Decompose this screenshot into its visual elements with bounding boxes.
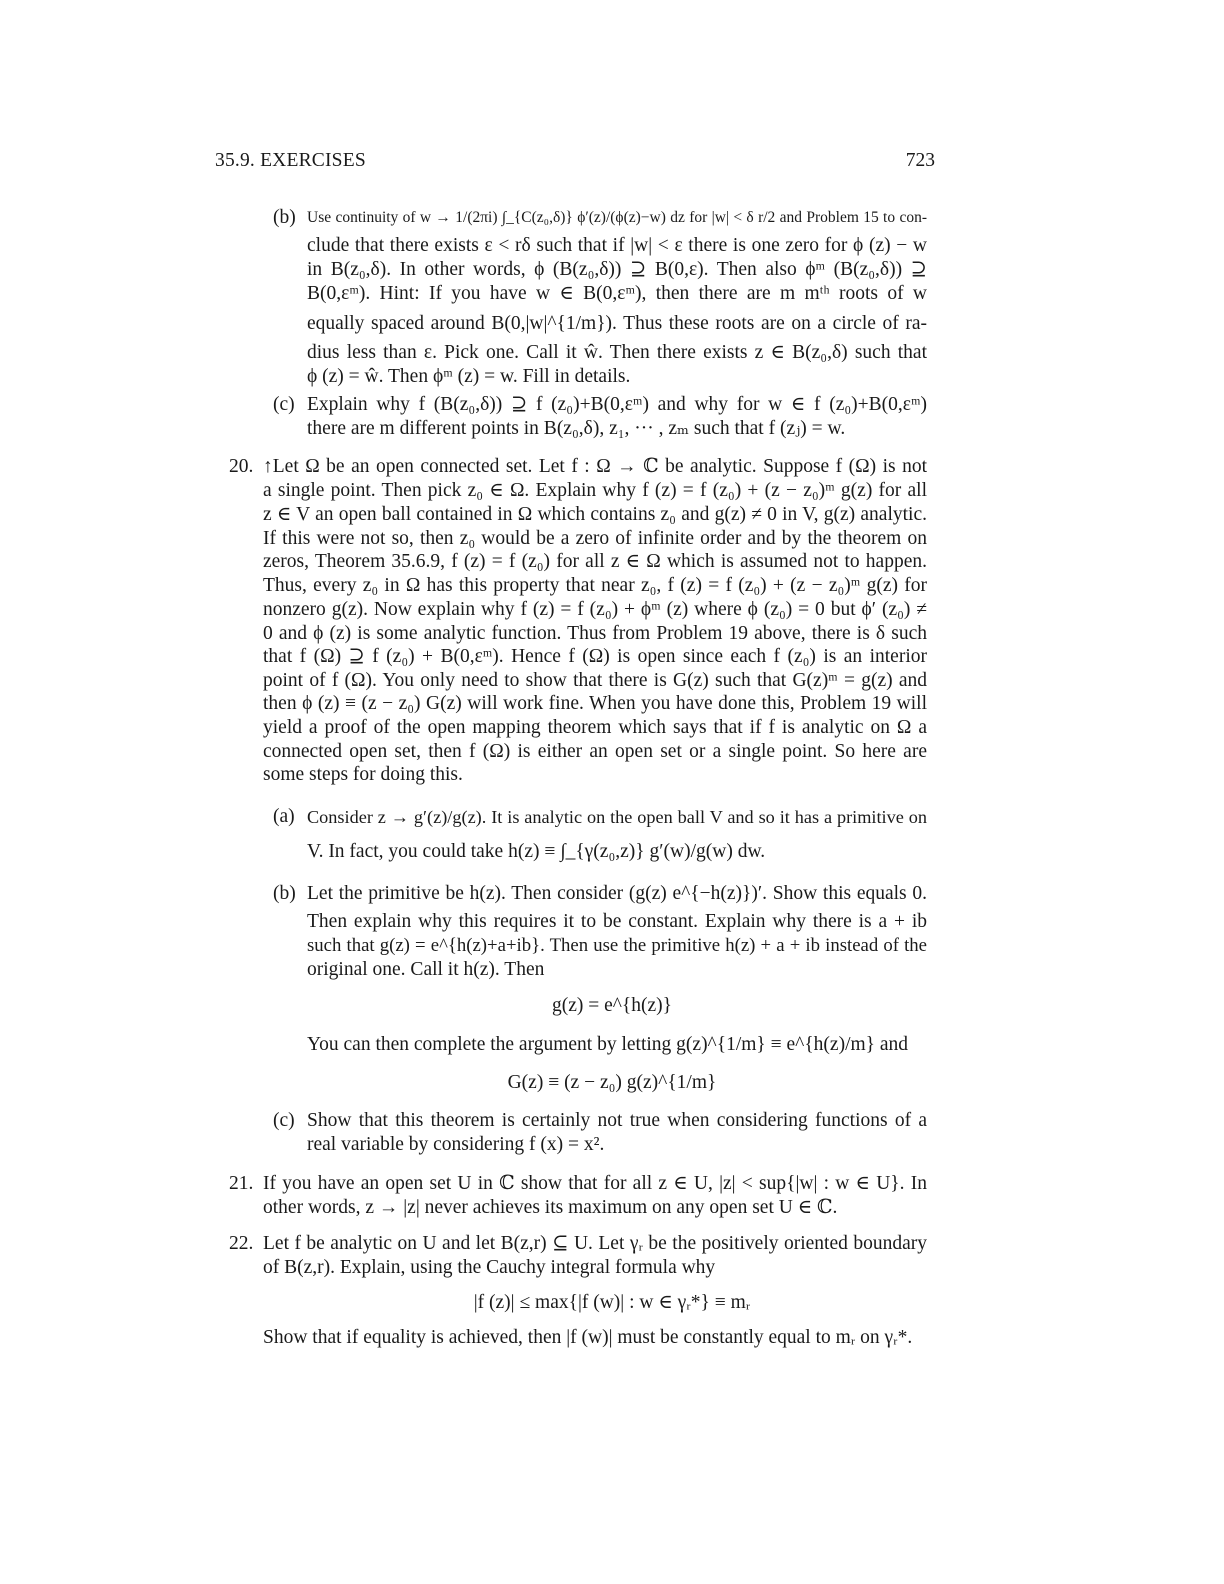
text-line: z ∈ V an open ball contained in Ω which contains z₀ and g(z) ≠ 0 in V, g(z) analytic. [263,504,927,525]
text-line: ϕ (z) = ŵ. Then ϕᵐ (z) = w. Fill in details. [307,366,631,387]
text-line: Consider z → g′(z)/g(z). It is analytic on the open ball V and so it has a primitive on [307,807,927,827]
text-line: in B(z₀,δ). In other words, ϕ (B(z₀,δ)) ⊇ B(0,ε). Then also ϕᵐ (B(z₀,δ)) ⊇ [307,259,927,280]
text-line: connected open set, then f (Ω) is either an open set or a single point. So here are [263,741,927,762]
text-line: nonzero g(z). Now explain why f (z) = f (z₀) + ϕᵐ (z) where ϕ (z₀) = 0 but ϕ′ (z₀) ≠ [263,599,927,620]
problem-number: 22. [229,1233,254,1254]
part-label: (b) [273,207,296,228]
text-line: B(0,εᵐ). Hint: If you have w ∈ B(0,εᵐ), then there are m mᵗʰ roots of w [307,283,927,304]
text-line: V. In fact, you could take h(z) ≡ ∫_{γ(z₀,z)} g′(w)/g(w) dw. [307,841,766,862]
text-line: real variable by considering f (x) = x². [307,1134,605,1155]
text-line: equally spaced around B(0,|w|^{1/m}). Thus these roots are on a circle of ra- [307,313,927,334]
text-line: Show that if equality is achieved, then |f (w)| must be constantly equal to mᵣ on γᵣ*. [263,1327,913,1348]
text-line: point of f (Ω). You only need to show that there is G(z) such that G(z)ᵐ = g(z) and [263,670,927,691]
text-line: ↑Let Ω be an open connected set. Let f : Ω → ℂ be analytic. Suppose f (Ω) is not [263,456,927,477]
text-line: of B(z,r). Explain, using the Cauchy integral formula why [263,1257,716,1278]
text-line: such that g(z) = e^{h(z)+a+ib}. Then use the primitive h(z) + a + ib instead of the [307,935,927,956]
text-line: then ϕ (z) ≡ (z − z₀) G(z) will work fine. When you have done this, Problem 19 will [263,693,927,714]
text-line: Use continuity of w → 1/(2πi) ∫_{C(z₀,δ)} ϕ′(z)/(ϕ(z)−w) dz for |w| < δ r/2 and Problem 15 to con- [307,209,927,226]
text-line: Explain why f (B(z₀,δ)) ⊇ f (z₀)+B(0,εᵐ) and why for w ∈ f (z₀)+B(0,εᵐ) [307,394,927,415]
text-line: Then explain why this requires it to be constant. Explain why there is a + ib [307,911,927,932]
text-line: Let f be analytic on U and let B(z,r) ⊆ U. Let γᵣ be the positively oriented boundary [263,1233,927,1254]
text-line: Let the primitive be h(z). Then consider (g(z) e^{−h(z)})′. Show this equals 0. [307,883,927,904]
part-label: (b) [273,883,296,904]
display-equation: |f (z)| ≤ max{|f (w)| : w ∈ γᵣ*} ≡ mᵣ [473,1292,751,1313]
display-equation: G(z) ≡ (z − z₀) g(z)^{1/m} [507,1072,717,1093]
part-label: (c) [273,394,295,415]
text-line: 0 and ϕ (z) is some analytic function. Thus from Problem 19 above, there is δ such [263,623,927,644]
section-title: 35.9. EXERCISES [215,150,366,171]
text-line: there are m different points in B(z₀,δ), z₁, ··· , zₘ such that f (zⱼ) = w. [307,418,846,439]
text-line: If this were not so, then z₀ would be a zero of infinite order and by the theorem on [263,528,927,549]
page-number: 723 [905,150,935,171]
text-line: some steps for doing this. [263,764,463,785]
text-line: a single point. Then pick z₀ ∈ Ω. Explain why f (z) = f (z₀) + (z − z₀)ᵐ g(z) for all [263,480,927,501]
part-label: (a) [273,806,295,827]
text-line: You can then complete the argument by letting g(z)^{1/m} ≡ e^{h(z)/m} and [307,1034,909,1055]
text-line: yield a proof of the open mapping theorem which says that if f is analytic on Ω a [263,717,927,738]
part-label: (c) [273,1110,295,1131]
running-header [215,150,935,174]
problem-number: 20. [229,456,254,477]
text-line: If you have an open set U in ℂ show that for all z ∈ U, |z| < sup{|w| : w ∈ U}. In [263,1173,927,1194]
text-line: Thus, every z₀ in Ω has this property that near z₀, f (z) = f (z₀) + (z − z₀)ᵐ g(z) for [263,575,927,596]
text-line: Show that this theorem is certainly not true when considering functions of a [307,1110,927,1131]
text-line: dius less than ε. Pick one. Call it ŵ. Then there exists z ∈ B(z₀,δ) such that [307,342,927,363]
text-line: that f (Ω) ⊇ f (z₀) + B(0,εᵐ). Hence f (Ω) is open since each f (z₀) is an interior [263,646,927,667]
problem-number: 21. [229,1173,254,1194]
text-line: zeros, Theorem 35.6.9, f (z) = f (z₀) for all z ∈ Ω which is assumed not to happen. [263,551,927,572]
text-line: other words, z → |z| never achieves its maximum on any open set U ∈ ℂ. [263,1197,838,1218]
text-line: original one. Call it h(z). Then [307,959,545,980]
text-line: clude that there exists ε < rδ such that if |w| < ε there is one zero for ϕ (z) − w [307,235,927,256]
display-equation: g(z) = e^{h(z)} [551,995,673,1016]
